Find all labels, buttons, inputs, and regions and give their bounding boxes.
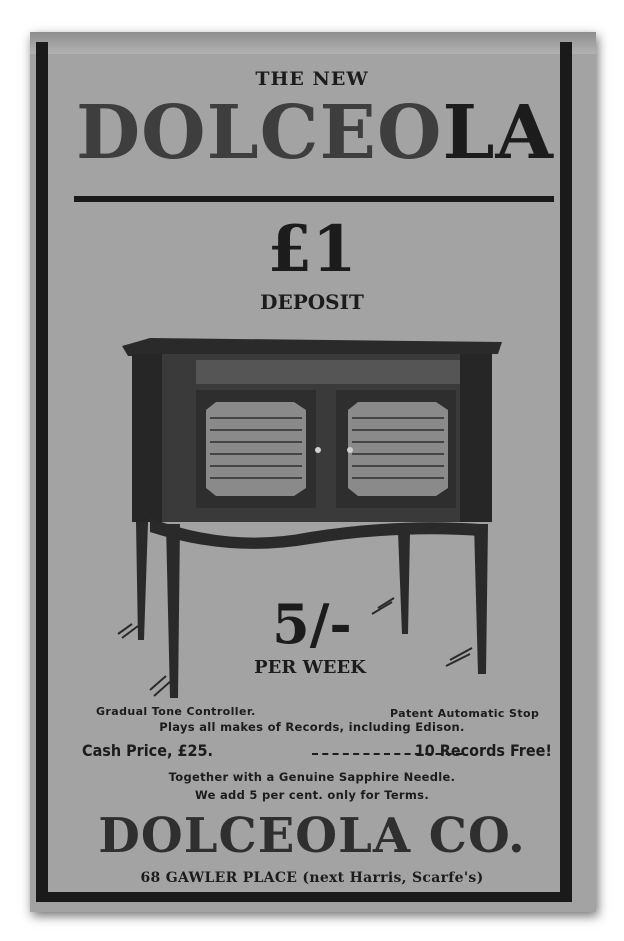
- cash-price: Cash Price, £25.: [82, 741, 213, 760]
- weekly-amount: 5/-: [272, 592, 352, 656]
- terms-note: We add 5 per cent. only for Terms.: [195, 788, 429, 802]
- weekly-label: PER WEEK: [254, 657, 366, 678]
- feature-tone-controller: Gradual Tone Controller.: [96, 705, 256, 718]
- deposit-amount: £1: [267, 212, 357, 287]
- brand-highlight: DOLCEO: [76, 90, 443, 176]
- the-new-heading: THE NEW: [255, 68, 369, 90]
- company-name: DOLCEOLA CO.: [98, 808, 526, 864]
- feature-automatic-stop: Patent Automatic Stop: [390, 707, 540, 720]
- price-line: [82, 741, 552, 760]
- headline-rule: [74, 196, 554, 202]
- deposit-label: DEPOSIT: [260, 290, 364, 314]
- brand-headline: [76, 90, 556, 176]
- records-free: 10 Records Free!: [414, 741, 552, 760]
- company-address: 68 GAWLER PLACE (next Harris, Scarfe's): [140, 870, 484, 886]
- sapphire-needle-note: Together with a Genuine Sapphire Needle.: [168, 770, 456, 784]
- brand-rest: LA: [442, 90, 554, 176]
- feature-plays-records: Plays all makes of Records, including Edison.: [159, 720, 465, 734]
